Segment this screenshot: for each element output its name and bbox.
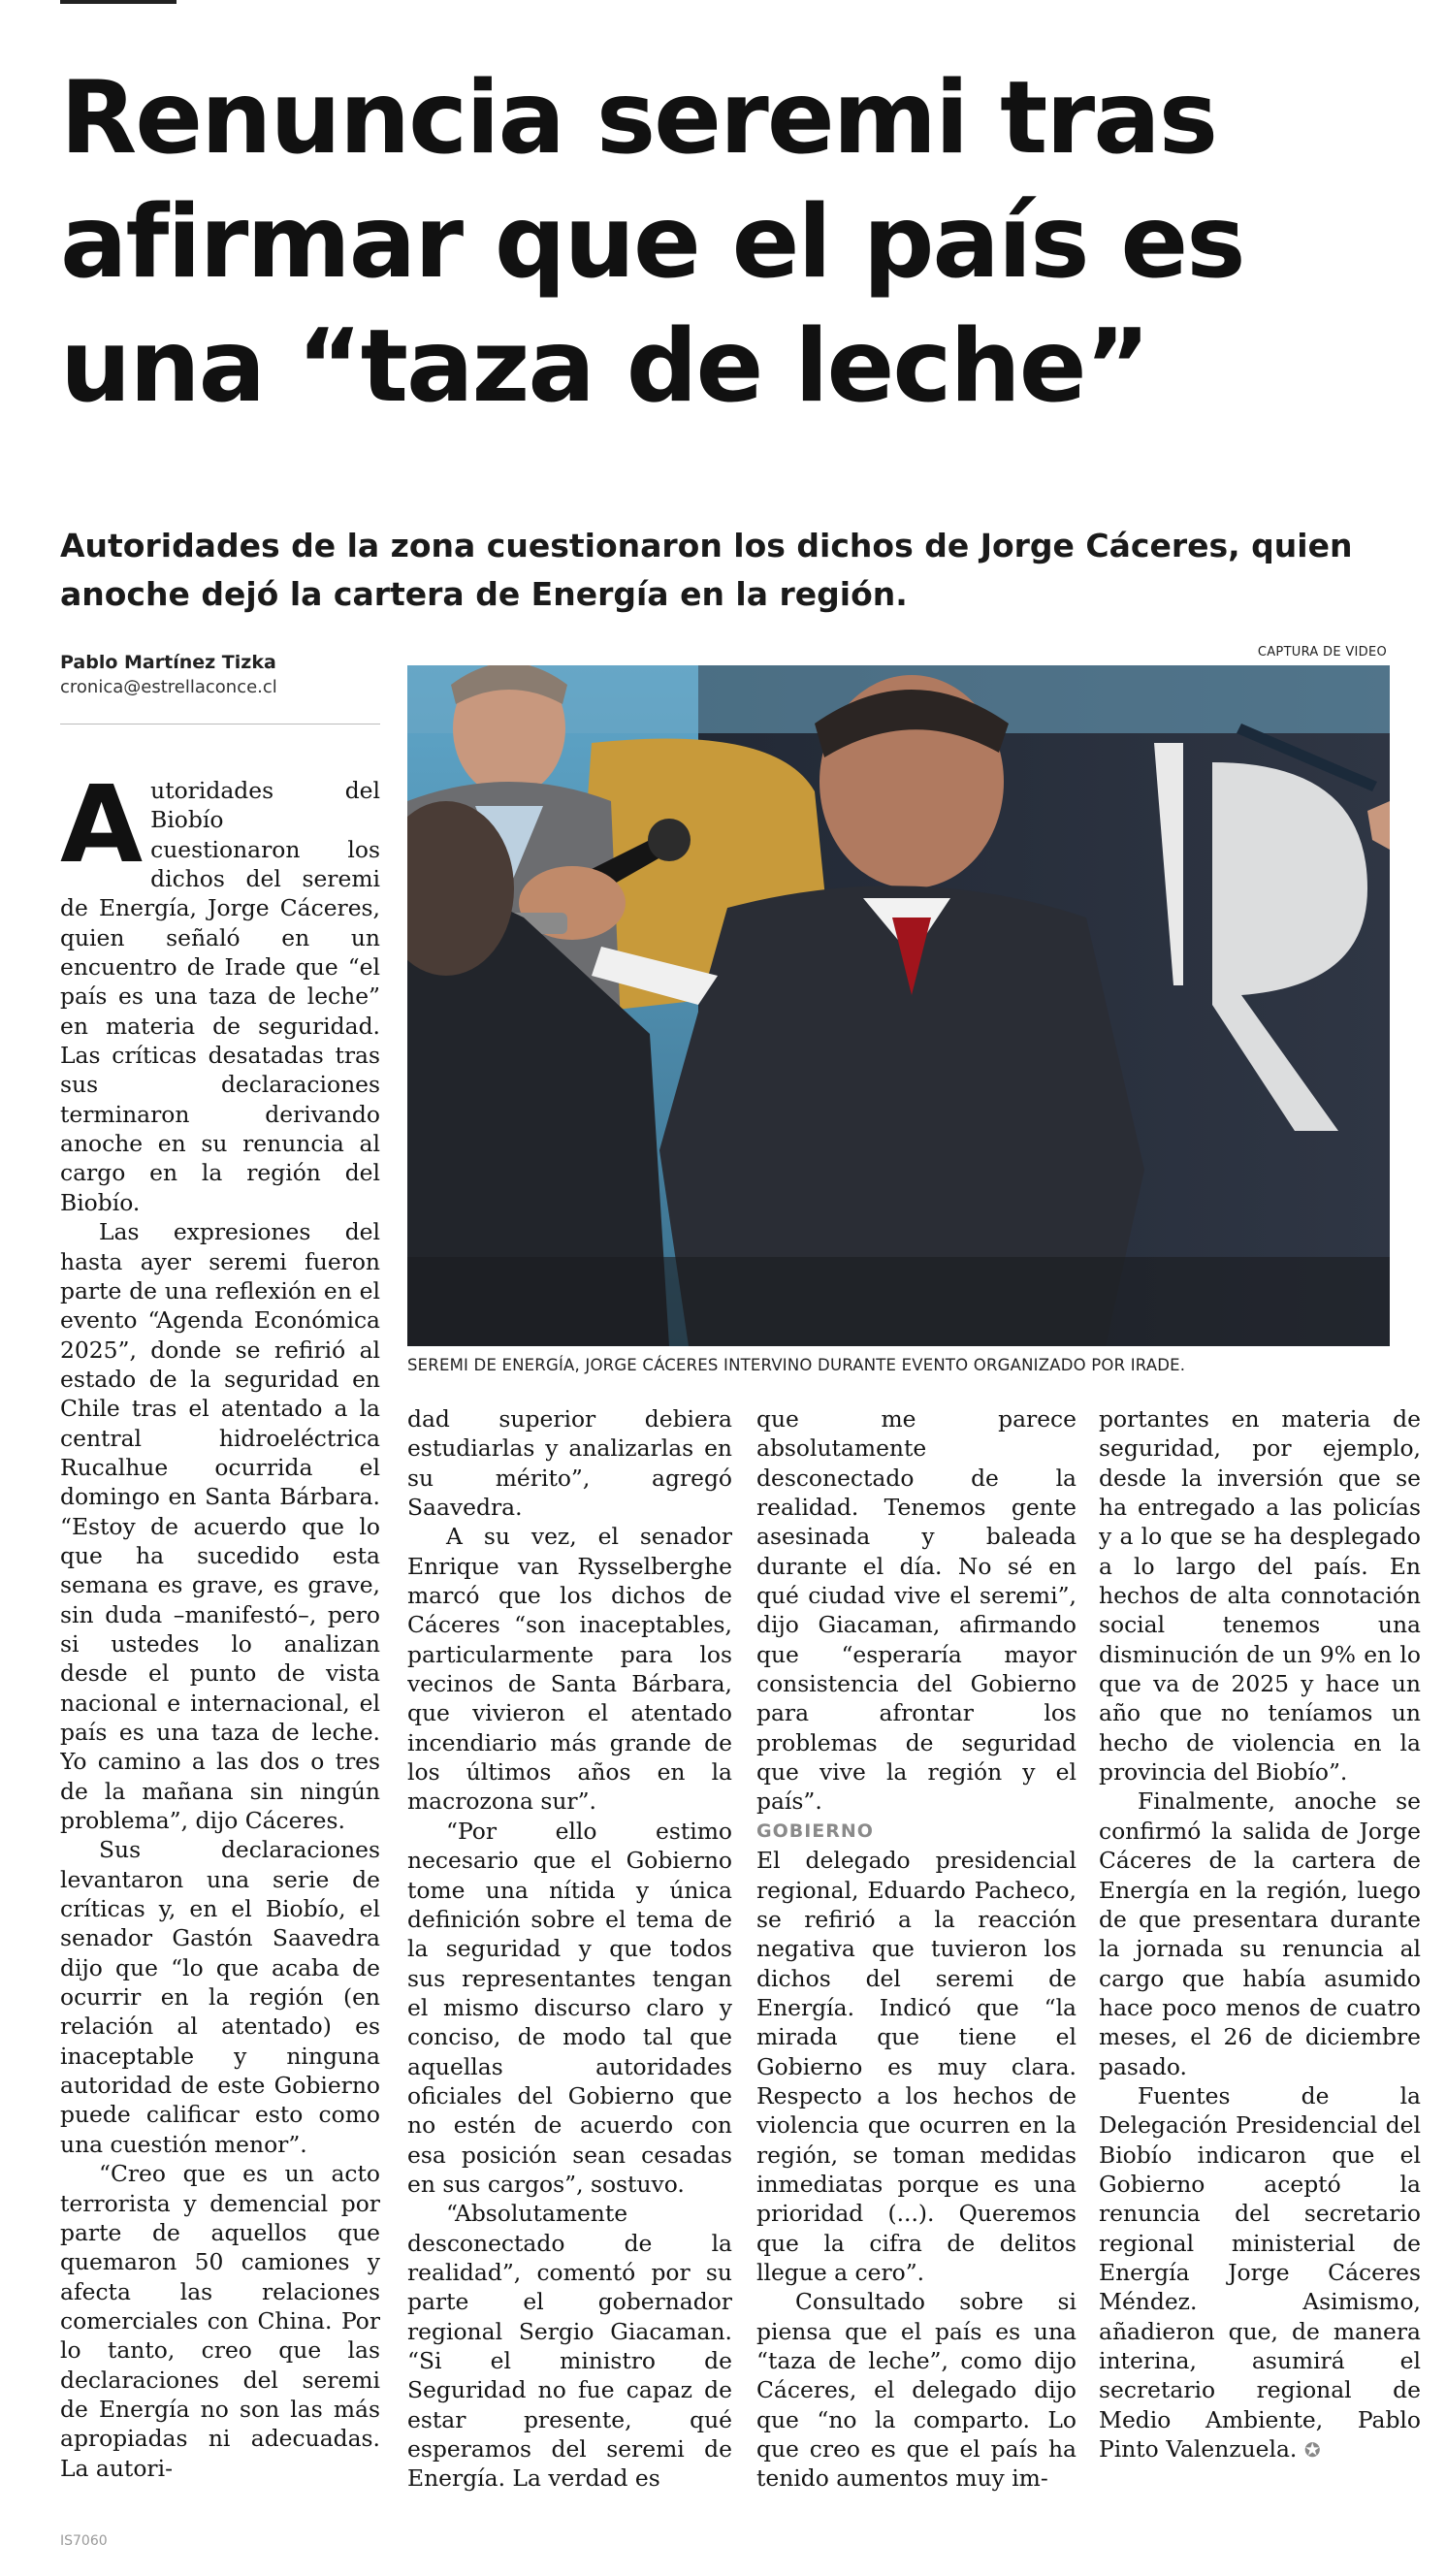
article-column-3: [756, 1404, 1076, 2560]
page-code: IS7060: [60, 2533, 108, 2549]
paragraph: “Por ello estimo necesario que el Gobierno tome una nítida y única definición sobre el tema de la seguridad y que todos sus representantes tengan el mismo discurso claro y conciso, de modo tal que aquellas autoridades oficiales del Gobierno que no estén de acuerdo con esa posición sean cesadas en sus cargos”, sostuvo.: [407, 1817, 732, 2198]
paragraph: “Creo que es un acto terrorista y demencial por parte de aquellos que quemaron 50 camiones y afecta las relaciones comerciales con China. Por lo tanto, creo que las declaraciones del seremi de Energía no son las más apropiadas ni adecuadas. La autori-: [60, 2160, 380, 2482]
drop-cap: A: [60, 776, 144, 886]
paragraph: [60, 776, 380, 1217]
paragraph-text: utoridades del Biobío cuestionaron los dichos del seremi de Energía, Jorge Cáceres, quien señaló en un encuentro de Irade que “el país es una taza de leche” en materia de seguridad. Las críticas desatadas tras sus declaraciones terminaron derivando anoche en su renuncia al cargo en la región del Biobío.: [60, 777, 380, 1216]
photo-credit: CAPTURA DE VIDEO: [1257, 645, 1387, 660]
headline: [60, 56, 1418, 429]
paragraph: [1099, 2081, 1421, 2464]
top-rule: [60, 0, 177, 4]
article-column-2: [407, 1404, 732, 2560]
photo-caption: SEREMI DE ENERGÍA, JORGE CÁCERES INTERVINO DURANTE EVENTO ORGANIZADO POR IRADE.: [407, 1356, 1186, 1374]
paragraph: que me parece absolutamente desconectado de la realidad. Tenemos gente asesinada y baleada durante el día. No sé en qué ciudad vive el seremi”, dijo Giacaman, afirmando que “esperaría mayor consistencia del Gobierno para afrontar los problemas de seguridad que vive la región y el país”.: [756, 1405, 1076, 1816]
photo-illustration: [407, 665, 1390, 1346]
headline-line-3: una “taza de leche”: [60, 308, 1149, 425]
author-email: cronica@estrellaconce.cl: [60, 677, 277, 697]
paragraph: Consultado sobre si piensa que el país es una “taza de leche”, como dijo Cáceres, el delegado dijo que “no la comparto. Lo que creo es que el país ha tenido aumentos muy im-: [756, 2288, 1076, 2493]
paragraph-text: Fuentes de la Delegación Presidencial del Biobío indicaron que el Gobierno aceptó la renuncia del secretario regional ministerial de Energía Jorge Cáceres Méndez. Asimismo, añadieron que, de manera interina, asumirá el secretario regional de Medio Ambiente, Pablo Pinto Valenzuela.: [1099, 2081, 1421, 2463]
paragraph: “Absolutamente desconectado de la realidad”, comentó por su parte el gobernador regional Sergio Giacaman. “Si el ministro de Seguridad no fue capaz de estar presente, qué esperamos del seremi de Energía. La verdad es: [407, 2200, 732, 2493]
paragraph: Sus declaraciones levantaron una serie de críticas y, en el Biobío, el senador Gastón Saavedra dijo que “lo que acaba de ocurrir en la región (en relación al atentado) es inaceptable y ninguna autoridad de este Gobierno puede calificar esto como una cuestión menor”.: [60, 1836, 380, 2158]
paragraph: portantes en materia de seguridad, por ejemplo, desde la inversión que se ha entregado a las policías y a lo que se ha desplegado a lo largo del país. En hechos de alta connotación social tenemos una disminución de un 9% en lo que va de 2025 y hace un año que no teníamos un hecho de violencia en la provincia del Biobío”.: [1099, 1405, 1421, 1787]
article-column-4: [1099, 1404, 1421, 2560]
article-column-1: [60, 776, 380, 2560]
headline-line-1: Renuncia seremi tras: [60, 60, 1217, 177]
paragraph: dad superior debiera estudiarlas y analizarlas en su mérito”, agregó Saavedra.: [407, 1405, 732, 1522]
paragraph: A su vez, el senador Enrique van Rysselberghe marcó que los dichos de Cáceres “son inaceptables, particularmente para los vecinos de Santa Bárbara, que vivieron el atentado incendiario más grande de los últimos años en la macrozona sur”.: [407, 1523, 732, 1816]
end-mark-icon: ✪: [1303, 2438, 1321, 2463]
article-photo: [407, 665, 1390, 1346]
subheadline: Autoridades de la zona cuestionaron los dichos de Jorge Cáceres, quien anoche dejó la cartera de Energía en la región.: [60, 527, 1353, 613]
paragraph: El delegado presidencial regional, Eduardo Pacheco, se refirió a la reacción negativa que tuvieron los dichos del seremi de Energía. Indicó que “la mirada que tiene el Gobierno es muy clara. Respecto a los hechos de violencia que ocurren en la región, se toman medidas inmediatas porque es una prioridad (...). Queremos que la cifra de delitos llegue a cero”.: [756, 1847, 1076, 2286]
headline-line-2: afirmar que el país es: [60, 184, 1244, 301]
author-name: Pablo Martínez Tizka: [60, 652, 276, 673]
section-label: GOBIERNO: [756, 1819, 874, 1842]
byline: [60, 650, 380, 700]
paragraph: Las expresiones del hasta ayer seremi fueron parte de una reflexión en el evento “Agenda Económica 2025”, donde se refirió al estado de la seguridad en Chile tras el atentado a la central hidroeléctrica Rucalhue ocurrida el domingo en Santa Bárbara. “Estoy de acuerdo que lo que ha sucedido esta semana es grave, es grave, sin duda –manifestó–, pero si ustedes lo analizan desde el punto de vista nacional e internacional, el país es una taza de leche. Yo camino a las dos o tres de la mañana sin ningún problema”, dijo Cáceres.: [60, 1218, 380, 1835]
paragraph: Finalmente, anoche se confirmó la salida de Jorge Cáceres de la cartera de Energía en la región, luego de que presentara durante la jornada su renuncia al cargo que había asumido hace poco menos de cuatro meses, el 26 de diciembre pasado.: [1099, 1787, 1421, 2080]
